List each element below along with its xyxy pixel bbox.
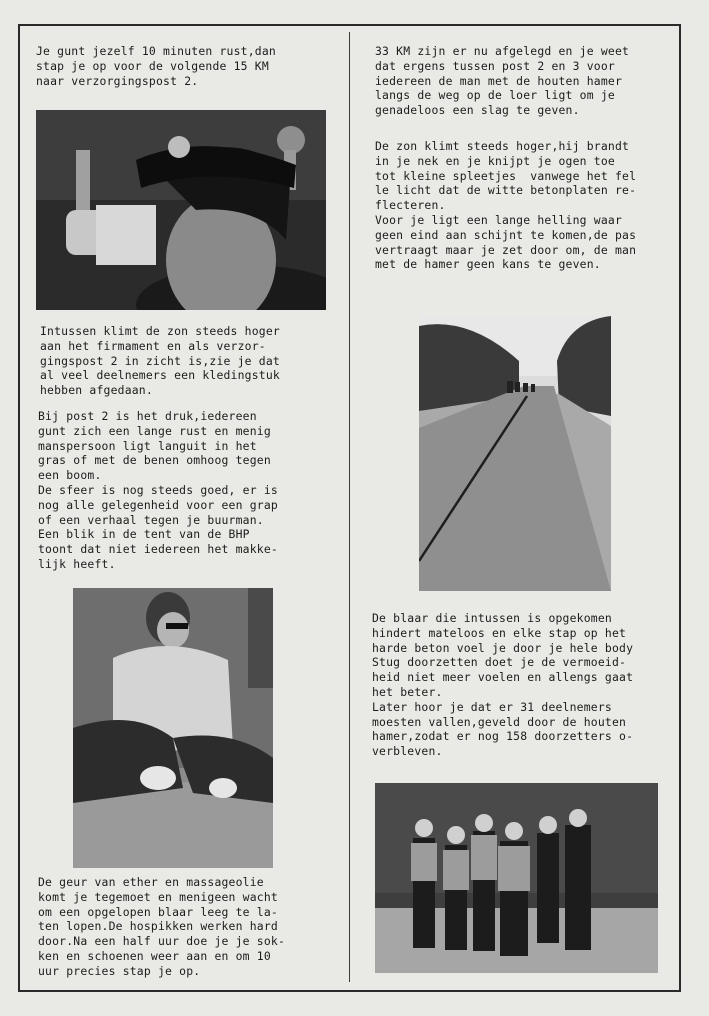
left-paragraph-3: Bij post 2 is het druk,iedereen gunt zich een lange rust en menig manspersoon ligt languit in het gras of met de benen omhoog tegen een boom. De sfeer is nog steeds goed, er is nog alle gelegenheid voor een grap of een verhaal tegen je buurman. Een blik in de tent van de BHP toont dat niet iedereen het makke- lijk heeft. [38, 409, 278, 571]
photo-soldier-drinking [36, 110, 326, 310]
right-paragraph-3: De blaar die intussen is opgekomen hindert mateloos en elke stap op het harde beton voel je door je hele body Stug doorzetten doet je de vermoeid- heid niet meer voelen en allengs gaat het beter. Later hoor je dat er 31 deelnemers moesten vallen,geveld door de houten hamer,zodat er nog 158 doorzetters o- verbleven. [372, 611, 634, 759]
photo-man-in-grass [73, 588, 273, 868]
photo-group-marching [375, 783, 658, 973]
left-paragraph-4: De geur van ether en massageolie komt je tegemoet en menigeen wacht om een opgelopen blaar leeg te la- ten lopen.De hospikken werken hard door.Na een half uur doe je je sok- ken en schoenen weer aan en om 10 uur precies stap je op. [38, 875, 286, 978]
photo-long-road [419, 316, 611, 591]
column-divider [349, 32, 350, 982]
right-paragraph-2: De zon klimt steeds hoger,hij brandt in je nek en je knijpt je ogen toe tot kleine spleetjes vanwege het fel le licht dat de witte betonplaten re- flecteren. Voor je ligt een lange helling waar geen eind aan schijnt te komen,de pas vertraagt maar je zet door om, de man met de hamer geen kans te geven. [375, 139, 637, 272]
left-paragraph-2: Intussen klimt de zon steeds hoger aan het firmament en als verzor- gingspost 2 in zicht is,zie je dat al veel deelnemers een kledingstuk hebben afgedaan. [40, 324, 280, 398]
left-paragraph-1: Je gunt jezelf 10 minuten rust,dan stap je op voor de volgende 15 KM naar verzorgingspost 2. [36, 44, 276, 88]
right-paragraph-1: 33 KM zijn er nu afgelegd en je weet dat ergens tussen post 2 en 3 voor iedereen de man met de houten hamer langs de weg op de loer ligt om je genadeloos een slag te geven. [375, 44, 630, 118]
